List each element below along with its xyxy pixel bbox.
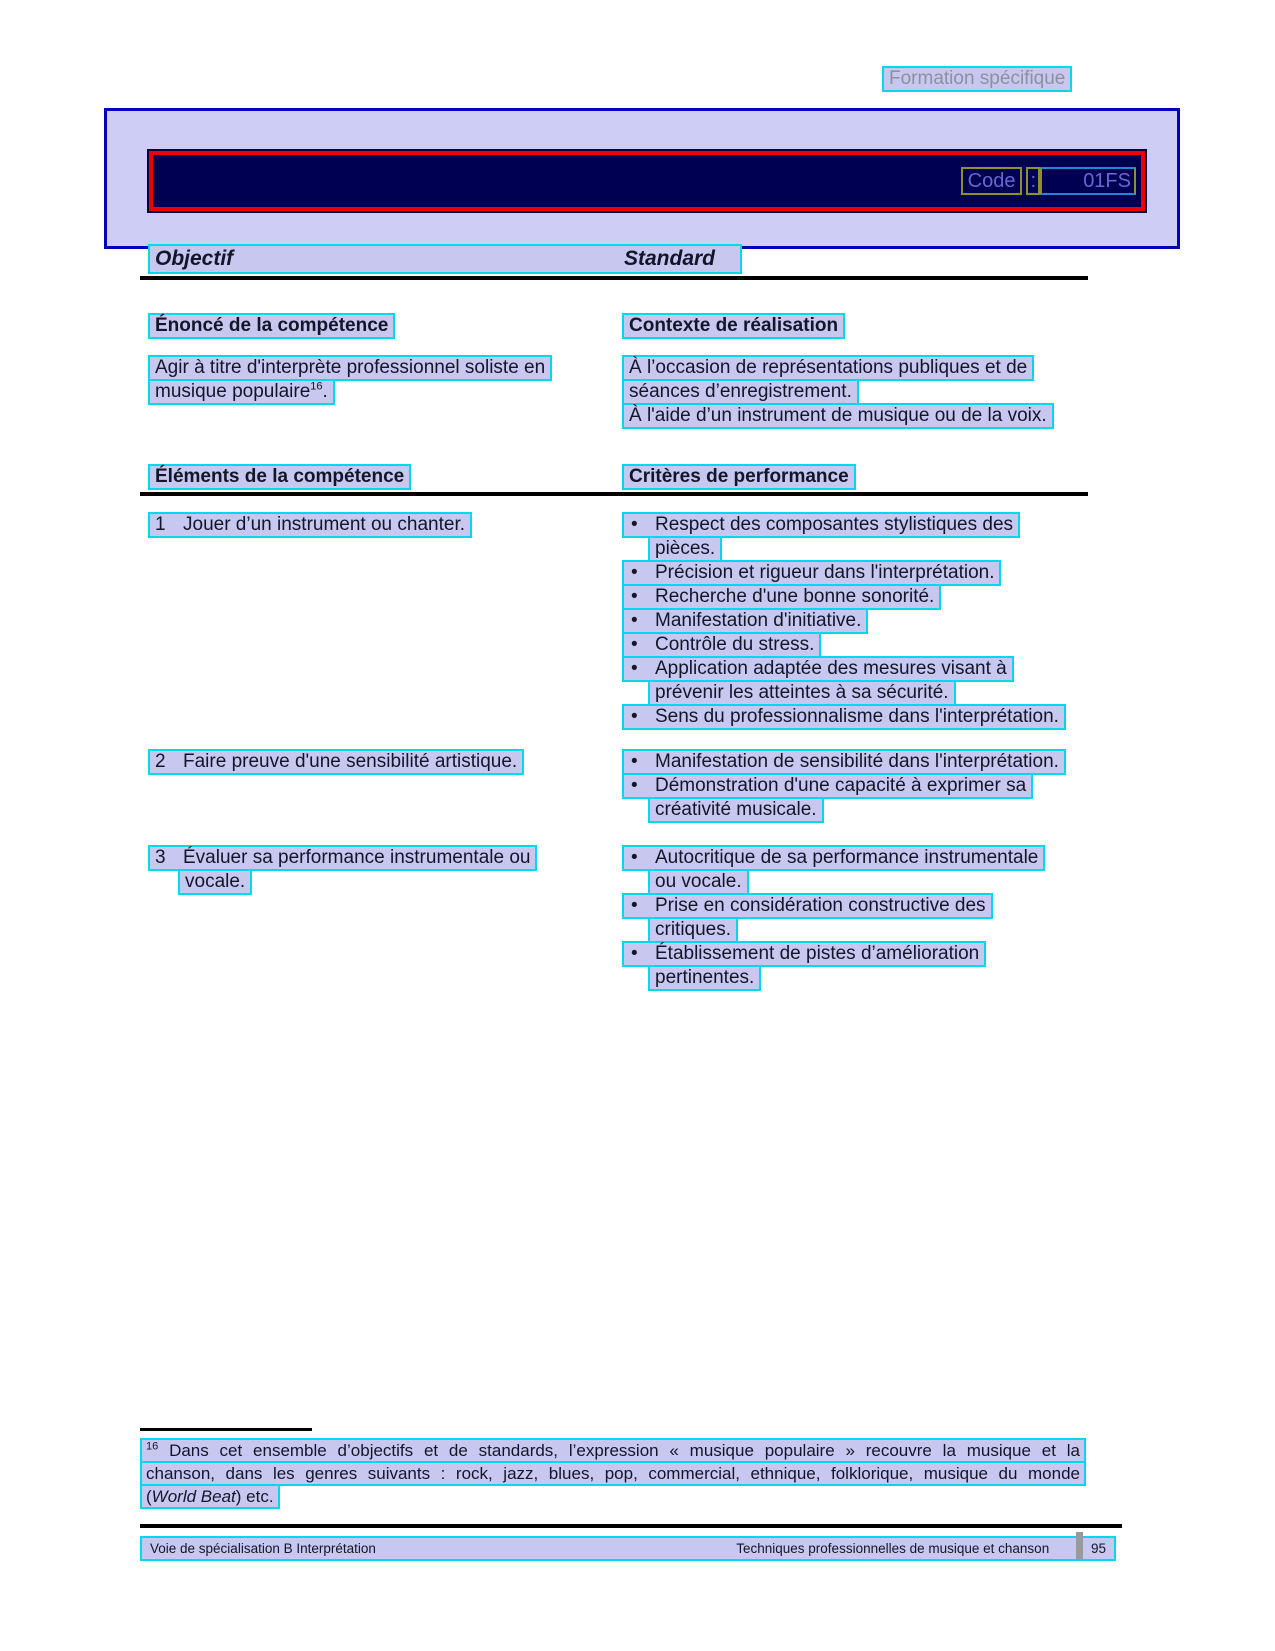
bullet-icon: • <box>631 751 638 772</box>
criterion-line: • Sens du professionnalisme dans l'interprétation. <box>622 704 1066 730</box>
enonce-cell <box>148 355 552 403</box>
bullet-icon: • <box>631 562 638 583</box>
code-strip <box>149 151 1145 211</box>
criterion-line: • Respect des composantes stylistiques des <box>622 512 1020 538</box>
footnote <box>140 1438 1090 1507</box>
footnote-separator <box>140 1428 312 1431</box>
element-cell <box>148 845 537 893</box>
element-cell <box>148 512 472 536</box>
criterion-line: • Prise en considération constructive des <box>622 893 993 919</box>
objectif-title: Objectif <box>155 247 234 270</box>
footnote-ref: 16 <box>310 380 323 393</box>
bullet-icon: • <box>631 943 638 964</box>
footer-divider-bar <box>1076 1532 1083 1560</box>
bullet-icon: • <box>631 586 638 607</box>
footer-left-text: Voie de spécialisation B Interprétation <box>150 1541 376 1556</box>
code-separator: : <box>1026 167 1040 195</box>
criterion-line: ou vocale. <box>648 869 749 895</box>
code-value: 01FS <box>1040 167 1136 195</box>
footnote-italic-term: World Beat <box>151 1487 236 1506</box>
bullet-icon: • <box>631 514 638 535</box>
item-number: 2 <box>155 751 166 772</box>
criterion-line: • Établissement de pistes d’amélioration <box>622 941 986 967</box>
criterion-line: • Autocritique de sa performance instrumentale <box>622 845 1045 871</box>
footer-box <box>140 1536 1116 1561</box>
criteres-header: Critères de performance <box>622 464 856 490</box>
enonce-line: Agir à titre d'interprète professionnel soliste en <box>148 355 552 381</box>
horizontal-rule <box>140 1524 1122 1528</box>
criterion-line: • Recherche d'une bonne sonorité. <box>622 584 941 610</box>
enonce-header-cell <box>148 313 395 339</box>
bullet-icon: • <box>631 847 638 868</box>
bullet-icon: • <box>631 658 638 679</box>
footer-right-text: Techniques professionnelles de musique et chanson <box>736 1541 1050 1556</box>
code-label: Code <box>961 167 1023 195</box>
contexte-line: À l’occasion de représentations publiques et de <box>622 355 1034 381</box>
contexte-line: séances d’enregistrement. <box>622 379 859 405</box>
elements-header: Éléments de la compétence <box>148 464 411 490</box>
standard-title: Standard <box>624 247 716 270</box>
criterion-line: • Contrôle du stress. <box>622 632 821 658</box>
bullet-icon: • <box>631 895 638 916</box>
item-number: 1 <box>155 514 166 535</box>
bullet-icon: • <box>631 634 638 655</box>
criterion-line: prévenir les atteintes à sa sécurité. <box>648 680 956 706</box>
criterion-line: créativité musicale. <box>648 797 824 823</box>
formation-specifique-label: Formation spécifique <box>882 66 1072 92</box>
criterion-line: • Application adaptée des mesures visant à <box>622 656 1014 682</box>
contexte-header-cell <box>622 313 845 339</box>
element-line: 3 Évaluer sa performance instrumentale ou <box>148 845 537 871</box>
element-line: 1 Jouer d’un instrument ou chanter. <box>148 512 472 538</box>
footnote-line: $^{16}$ Dans cet ensemble d’objectifs et de standards, l’expression « musique populaire » recouvre la musique et la <box>140 1438 1086 1463</box>
objectif-standard-header <box>148 244 742 274</box>
criterion-line: • Précision et rigueur dans l'interprétation. <box>622 560 1001 586</box>
footnote-ref: 16 <box>146 1440 159 1453</box>
criterion-line: • Manifestation de sensibilité dans l'interprétation. <box>622 749 1066 775</box>
contexte-line: À l'aide d’un instrument de musique ou de la voix. <box>622 403 1054 429</box>
bullet-icon: • <box>631 706 638 727</box>
criteria-cell <box>622 845 1045 989</box>
enonce-line: musique populaire$^{16}$. <box>148 379 335 405</box>
horizontal-rule <box>140 492 1088 496</box>
page-footer <box>140 1536 1116 1561</box>
element-cell <box>148 749 524 773</box>
item-number: 3 <box>155 847 166 868</box>
footer-right-group <box>736 1539 1106 1558</box>
title-banner <box>104 108 1180 249</box>
criterion-line: critiques. <box>648 917 738 943</box>
criterion-line: • Manifestation d'initiative. <box>622 608 868 634</box>
horizontal-rule <box>140 276 1088 280</box>
objectif-standard-box <box>148 244 742 274</box>
bullet-icon: • <box>631 610 638 631</box>
bullet-icon: • <box>631 775 638 796</box>
elements-header-cell <box>148 464 411 490</box>
contexte-header: Contexte de réalisation <box>622 313 845 339</box>
criterion-line: • Démonstration d'une capacité à exprimer sa <box>622 773 1033 799</box>
footnote-line: chanson, dans les genres suivants : rock, jazz, blues, pop, commercial, ethnique, folklorique, musique du monde <box>140 1461 1086 1486</box>
criterion-line: pièces. <box>648 536 722 562</box>
criterion-line: pertinentes. <box>648 965 761 991</box>
criteria-cell <box>622 749 1066 821</box>
element-line: vocale. <box>178 869 252 895</box>
criteria-cell <box>622 512 1066 728</box>
footnote-line: (World Beat) etc. <box>140 1484 280 1509</box>
enonce-header: Énoncé de la compétence <box>148 313 395 339</box>
contexte-cell <box>622 355 1054 427</box>
criteres-header-cell <box>622 464 856 490</box>
element-line: 2 Faire preuve d'une sensibilité artistique. <box>148 749 524 775</box>
page-number: 95 <box>1090 1541 1106 1556</box>
